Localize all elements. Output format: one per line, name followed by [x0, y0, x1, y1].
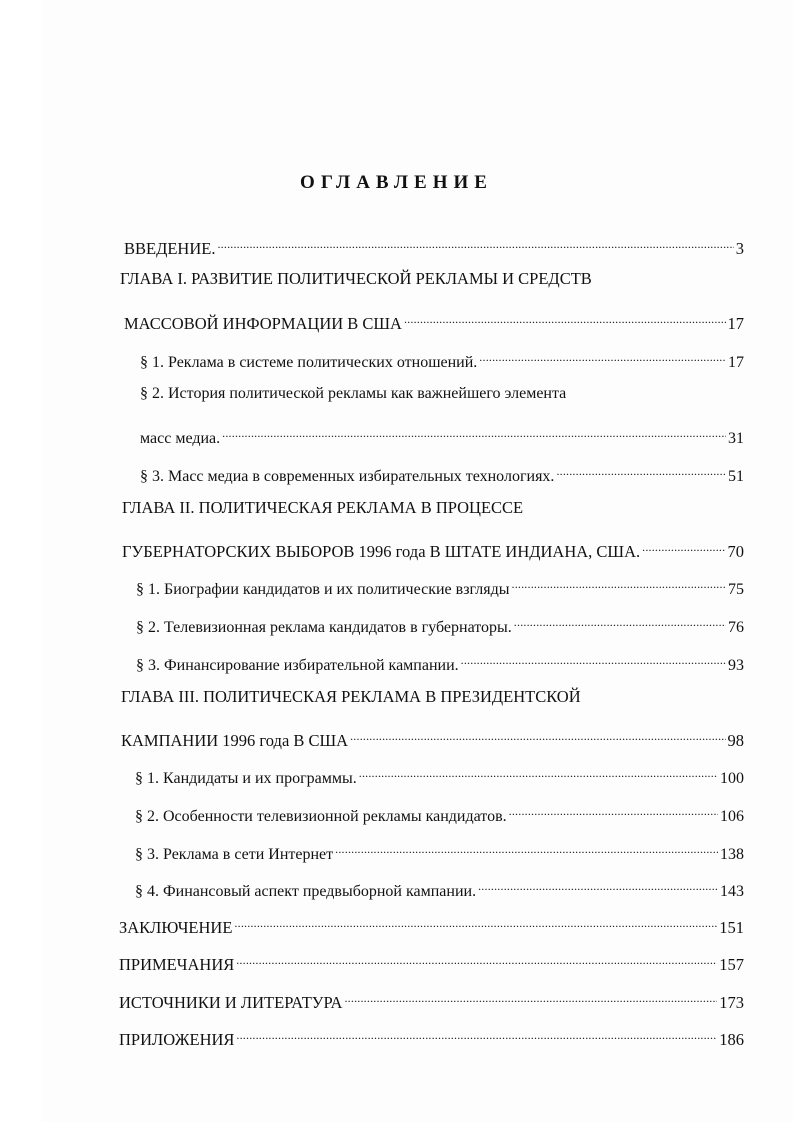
toc-entry-text: ГУБЕРНАТОРСКИХ ВЫБОРОВ 1996 года В ШТАТЕ ИНДИАНА, США. [122, 542, 641, 561]
toc-entry-page: 100 [720, 770, 744, 787]
toc-entry-page: 17 [727, 314, 744, 333]
toc-leader-dots [642, 535, 725, 557]
toc-chapter-2-title[interactable]: ГЛАВА II. ПОЛИТИЧЕСКАЯ РЕКЛАМА В ПРОЦЕССЕ [122, 498, 524, 517]
toc-entry-page: 157 [719, 955, 744, 974]
toc-chapter-1-title[interactable]: ГЛАВА I. РАЗВИТИЕ ПОЛИТИЧЕСКОЙ РЕКЛАМЫ И СРЕДСТВ [120, 269, 592, 288]
toc-leader-dots [512, 572, 727, 594]
toc-entry-intro[interactable] [124, 232, 744, 258]
toc-leader-dots [479, 345, 726, 367]
toc-leader-dots [478, 874, 718, 896]
toc-entry-page: 98 [727, 731, 744, 750]
toc-entry-text: МАССОВОЙ ИНФОРМАЦИИ В США [124, 314, 402, 333]
toc-entry-page: 93 [728, 657, 744, 674]
toc-entry-2-2[interactable] [136, 610, 744, 636]
toc-leader-dots [461, 648, 726, 670]
toc-entry-text: ПРИЛОЖЕНИЯ [119, 1030, 235, 1049]
toc-entry-1-1[interactable] [140, 345, 744, 371]
toc-entry-text: § 1. Биографии кандидатов и их политические взгляды [136, 581, 510, 598]
toc-entry-page: 3 [735, 239, 744, 258]
toc-entry-page: 106 [720, 808, 744, 825]
toc-entry-3-3[interactable] [135, 837, 744, 863]
toc-leader-dots [217, 232, 733, 254]
toc-leader-dots [359, 761, 718, 783]
toc-leader-dots [514, 610, 726, 632]
toc-leader-dots [335, 837, 718, 859]
toc-entry-chapter-3[interactable] [121, 724, 744, 750]
toc-entry-text: § 2. Телевизионная реклама кандидатов в губернаторы. [136, 619, 512, 636]
toc-entry-chapter-2[interactable] [122, 535, 744, 561]
toc-entry-text: ИСТОЧНИКИ И ЛИТЕРАТУРА [119, 993, 343, 1012]
toc-entry-text: ЗАКЛЮЧЕНИЕ [119, 918, 233, 937]
toc-entry-page: 76 [728, 619, 744, 636]
toc-leader-dots [344, 986, 717, 1008]
toc-entry-text: § 3. Масс медиа в современных избирательных технологиях. [140, 468, 555, 485]
toc-entry-text: КАМПАНИИ 1996 года В США [121, 731, 349, 750]
toc-entry-notes[interactable] [119, 948, 744, 974]
toc-entry-appendices[interactable] [119, 1023, 744, 1049]
toc-entry-page: 51 [728, 468, 744, 485]
toc-chapter-3-title[interactable]: ГЛАВА III. ПОЛИТИЧЕСКАЯ РЕКЛАМА В ПРЕЗИДЕНТСКОЙ [121, 687, 581, 706]
toc-entry-conclusion[interactable] [119, 911, 744, 937]
toc-entry-page: 17 [728, 354, 744, 371]
toc-entry-page: 143 [720, 883, 744, 900]
toc-entry-text: § 2. Особенности телевизионной рекламы кандидатов. [135, 808, 507, 825]
toc-entry-text: § 1. Реклама в системе политических отношений. [140, 354, 478, 371]
toc-leader-dots [222, 421, 726, 443]
toc-entry-text: § 3. Реклама в сети Интернет [135, 846, 334, 863]
toc-entry-text: § 4. Финансовый аспект предвыборной кампании. [135, 883, 477, 900]
toc-entry-page: 138 [720, 846, 744, 863]
toc-entry-sources[interactable] [119, 986, 744, 1012]
toc-entry-page: 75 [728, 581, 744, 598]
toc-entry-page: 31 [728, 430, 744, 447]
toc-leader-dots [234, 911, 717, 933]
toc-leader-dots [350, 724, 725, 746]
toc-entry-page: 70 [727, 542, 744, 561]
toc-entry-3-1[interactable] [135, 761, 744, 787]
toc-leader-dots [236, 1023, 717, 1045]
toc-entry-1-2[interactable] [140, 421, 744, 447]
toc-entry-text: ВВЕДЕНИЕ. [124, 239, 216, 258]
page-title: ОГЛАВЛЕНИЕ [300, 172, 493, 193]
toc-entry-page: 186 [719, 1030, 744, 1049]
toc-leader-dots [556, 459, 726, 481]
toc-leader-dots [509, 799, 718, 821]
toc-entry-1-2-title[interactable]: § 2. История политической рекламы как важнейшего элемента [140, 385, 567, 402]
toc-entry-text: § 3. Финансирование избирательной кампании. [136, 657, 459, 674]
toc-leader-dots [404, 307, 726, 329]
toc-leader-dots [236, 948, 717, 970]
toc-entry-2-3[interactable] [136, 648, 744, 674]
toc-entry-text: ПРИМЕЧАНИЯ [119, 955, 235, 974]
toc-entry-3-4[interactable] [135, 874, 744, 900]
toc-entry-1-3[interactable] [140, 459, 744, 485]
toc-entry-page: 151 [719, 918, 744, 937]
toc-entry-text: масс медиа. [140, 430, 221, 447]
toc-entry-page: 173 [719, 993, 744, 1012]
toc-entry-chapter-1[interactable] [124, 307, 744, 333]
toc-entry-2-1[interactable] [136, 572, 744, 598]
toc-entry-3-2[interactable] [135, 799, 744, 825]
toc-entry-text: § 1. Кандидаты и их программы. [135, 770, 357, 787]
scan-margin [0, 0, 42, 1122]
